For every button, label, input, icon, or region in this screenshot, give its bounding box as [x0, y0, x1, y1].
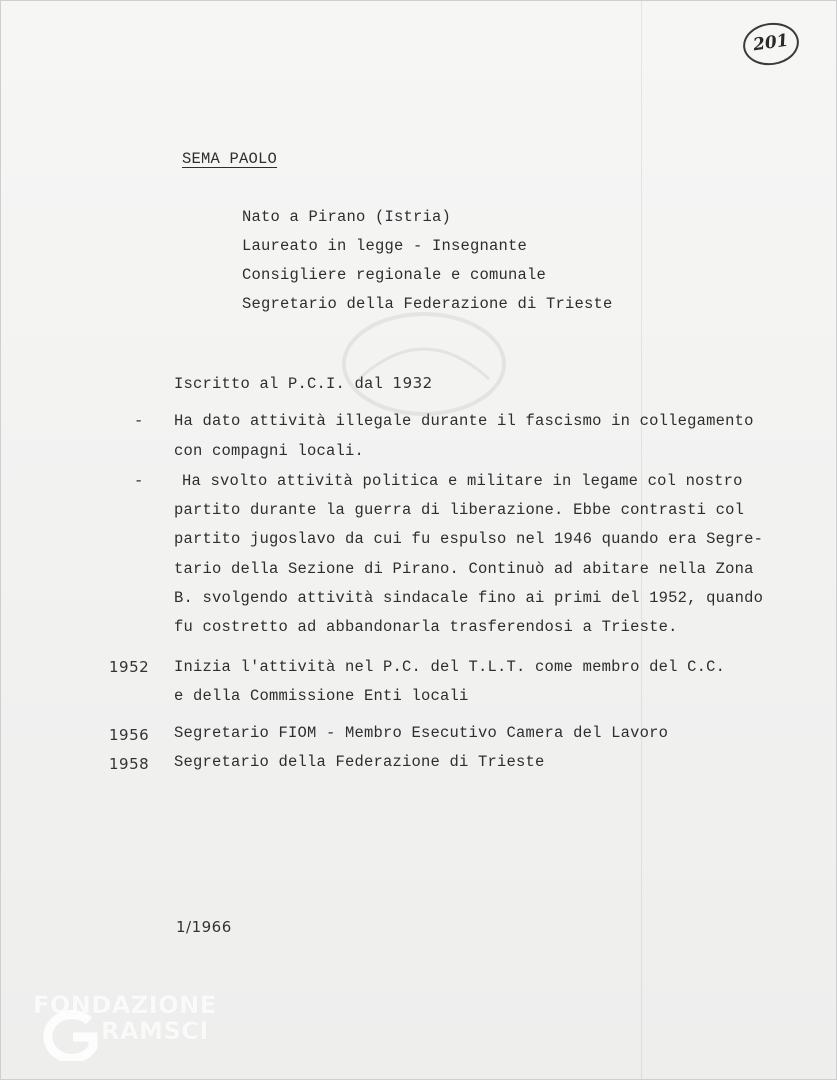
membership-year: 1932 [392, 374, 433, 392]
page-number-stamp [740, 19, 801, 68]
activity-line: B. svolgendo attività sindacale fino ai primi del 1952, quando [174, 589, 764, 607]
timeline-entry-line: Segretario FIOM - Membro Esecutivo Camera del Lavoro [174, 724, 669, 742]
activity-line: con compagni locali. [174, 442, 365, 460]
activity-line: tario della Sezione di Pirano. Continuò ad abitare nella Zona [174, 560, 754, 578]
page-number: 201 [751, 30, 790, 56]
bio-line: Consigliere regionale e comunale [242, 266, 547, 284]
membership-label: Iscritto al P.C.I. dal [174, 375, 393, 393]
activity-line: partito durante la guerra di liberazione. Ebbe contrasti col [174, 501, 745, 519]
activity-line: Ha dato attività illegale durante il fascismo in collegamento [174, 412, 754, 430]
list-bullet: - [134, 412, 144, 430]
activity-line: partito jugoslavo da cui fu espulso nel 1946 quando era Segre- [174, 530, 764, 548]
document-date: 1/1966 [176, 918, 232, 936]
list-bullet: - [134, 472, 144, 490]
timeline-entry-line: Segretario della Federazione di Trieste [174, 753, 545, 771]
activity-line: Ha svolto attività politica e militare in legame col nostro [182, 472, 743, 490]
paper-watermark [339, 309, 509, 419]
bio-line: Segretario della Federazione di Trieste [242, 295, 613, 313]
timeline-entry-line: e della Commissione Enti locali [174, 687, 469, 705]
bio-line: Nato a Pirano (Istria) [242, 208, 452, 226]
logo-text-line1: FONDAZIONE [33, 991, 217, 1019]
fondazione-gramsci-logo [31, 991, 217, 1061]
timeline-year: 1956 [109, 726, 150, 744]
timeline-year: 1952 [109, 658, 150, 676]
bio-line: Laureato in legge - Insegnante [242, 237, 528, 255]
logo-text-line2: RAMSCI [101, 1017, 209, 1045]
timeline-year: 1958 [109, 755, 150, 773]
logo-g-icon [31, 1009, 103, 1061]
membership-line [174, 373, 433, 394]
activity-line: fu costretto ad abbandonarla trasferendosi a Trieste. [174, 618, 678, 636]
timeline-entry-line: Inizia l'attività nel P.C. del T.L.T. come membro del C.C. [174, 658, 726, 676]
person-name-heading: SEMA PAOLO [182, 150, 278, 168]
